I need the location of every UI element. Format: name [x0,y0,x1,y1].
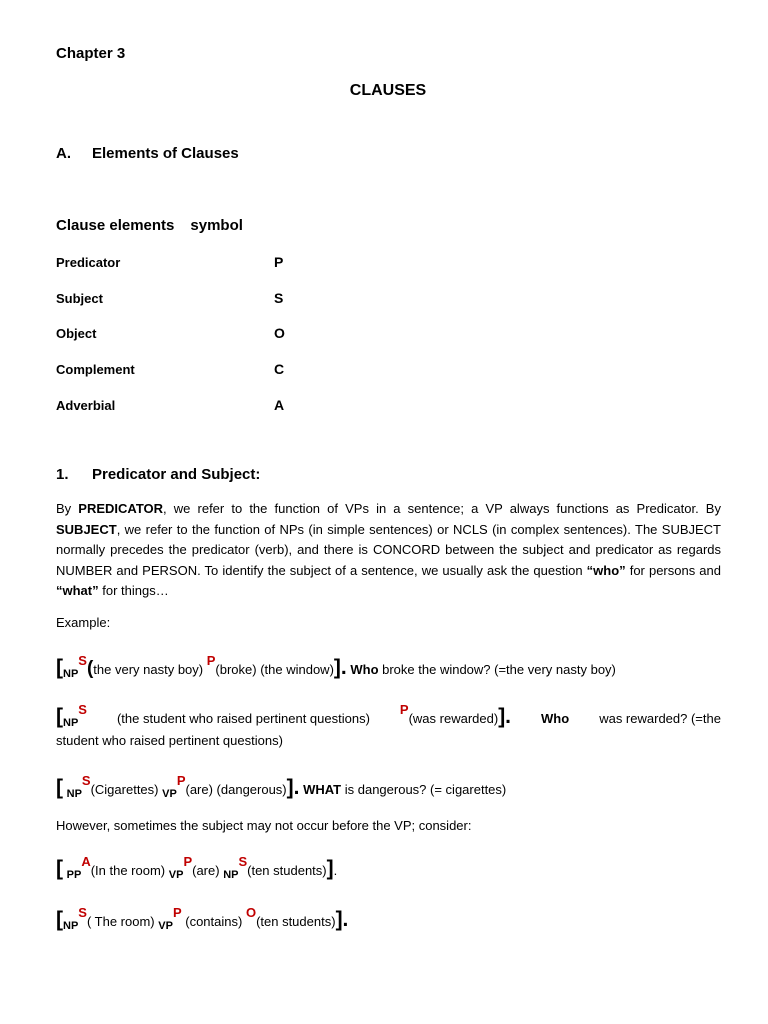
np-label: NP [63,920,79,932]
np-label: NP [223,869,239,881]
close-bracket: ]. [498,705,512,728]
table-header [56,217,243,234]
predicator-marker: P [172,905,182,920]
definition-paragraph [56,499,721,602]
question-word: Who [350,662,379,677]
vp-label: VP [158,920,173,932]
section-1-heading [56,466,260,483]
close-bracket: ] [326,857,334,880]
predicator-phrase: (are) [192,863,220,878]
page-title: CLAUSES [349,82,427,99]
question-word: WHAT [303,782,342,797]
subject-marker: S [238,854,248,869]
object-marker: O [245,905,257,920]
close-bracket: ]. [335,908,349,931]
close-bracket: ]. [333,656,347,679]
example-4 [56,855,721,883]
object-phrase: (ten students) [256,914,336,929]
subject-phrase: ( The room) [86,914,155,929]
open-bracket: [ [56,776,63,799]
example-2 [56,703,721,751]
element-name-complement: Complement [56,362,135,377]
subject-marker: S [78,653,87,668]
header-clause-elements: Clause elements [56,217,175,234]
adverbial-marker: A [81,854,91,869]
pp-label: PP [66,869,82,881]
vp-label: VP [162,788,177,800]
predicator-marker: P [206,653,216,668]
element-name-object: Object [56,326,97,341]
close-bracket: ]. [286,776,300,799]
example-3 [56,774,721,802]
subject-marker: S [78,702,87,717]
vp-label: VP [168,869,184,881]
para-term-predicator: PREDICATOR [78,501,164,516]
element-symbol-o: O [274,325,285,341]
open-bracket: [ [56,857,63,880]
header-symbol: symbol [190,217,243,234]
open-bracket: [ [56,908,63,931]
para-text-2: , we refer to the function of VPs in a sentence; a VP always functions as Predicator. By [163,501,721,516]
example-label: Example: [56,615,111,630]
chapter-label: Chapter 3 [56,45,126,62]
example-1 [56,654,721,682]
np-label: NP [66,788,82,800]
example-2-continuation: student who raised pertinent questions) [56,733,283,748]
element-name-adverbial: Adverbial [56,398,116,413]
element-symbol-s: S [274,290,284,306]
para-text-5: for things… [98,583,169,598]
subject-phrase: (the student who raised pertinent questions) [116,711,370,726]
para-text-4: for persons and [625,562,721,578]
predicator-marker: P [399,702,409,717]
period: . [333,863,338,878]
section-a-text: Elements of Clauses [92,145,239,162]
example-5 [56,906,721,934]
para-text-3: , we refer to the function of NPs (in simple sentences) or NCLS (in complex sentences). The SUBJECT normally precedes the predicator (verb), and there is CONCORD between the subject and predicator as regards NUMBER and PERSON. To identify the subject of a sentence, we usually ask the question [56,521,721,578]
np-label: NP [63,668,79,680]
open-bracket: [ [56,656,63,679]
subject-phrase: (ten students) [247,863,327,878]
question-text: was rewarded? (=the [599,711,721,726]
section-a-heading [56,145,239,162]
section-1-text: Predicator and Subject: [92,466,261,483]
para-text-1: By [56,501,79,516]
question-text: is dangerous? (= cigarettes) [341,782,507,797]
predicator-marker: P [176,773,186,788]
predicator-phrase: (are) (dangerous) [185,782,287,797]
element-name-subject: Subject [56,291,103,306]
question-text: broke the window? (=the very nasty boy) [378,662,616,677]
predicator-phrase: (broke) (the window) [215,662,334,677]
predicator-marker: P [183,854,193,869]
however-sentence: However, sometimes the subject may not occur before the VP; consider: [56,818,472,833]
predicator-phrase: (was rewarded) [408,711,499,726]
para-term-who: “who” [586,562,626,578]
element-symbol-p: P [274,254,284,270]
open-bracket: [ [56,705,63,728]
subject-phrase: the very nasty boy) [93,662,204,677]
para-term-what: “what” [56,583,99,598]
subject-marker: S [78,905,87,920]
subject-phrase: (Cigarettes) [90,782,159,797]
predicator-phrase: (contains) [185,914,243,929]
para-term-subject: SUBJECT [56,521,117,537]
question-word: Who [541,711,570,726]
element-symbol-c: C [274,361,285,377]
adverbial-phrase: (In the room) [90,863,166,878]
open-paren: ( [86,658,94,679]
section-a-number: A. [56,145,71,162]
np-label: NP [63,717,79,729]
element-name-predicator: Predicator [56,255,121,270]
subject-marker: S [81,773,91,788]
element-symbol-a: A [274,397,285,413]
section-1-number: 1. [56,466,69,483]
